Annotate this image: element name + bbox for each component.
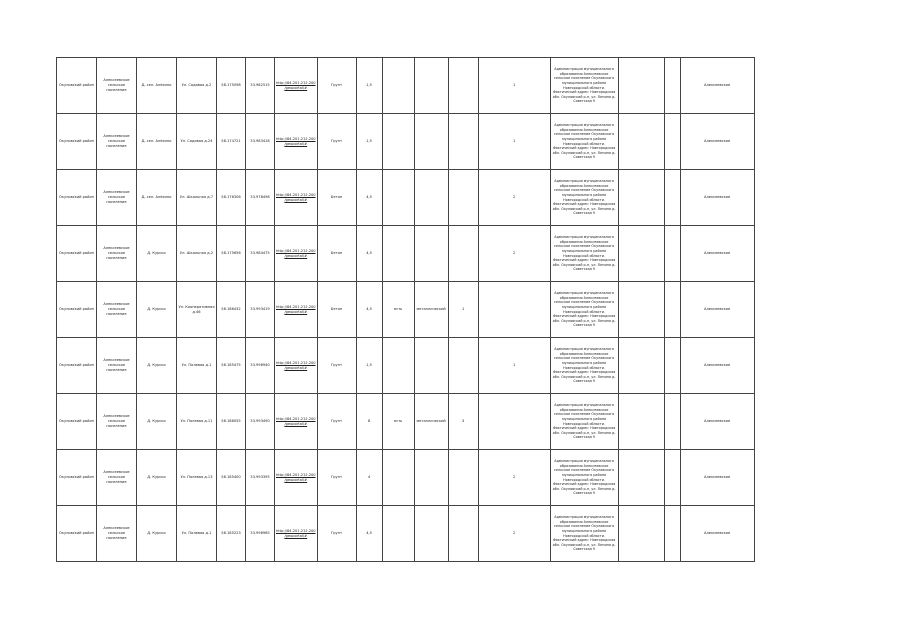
cell-empty-b	[664, 226, 680, 282]
cell-settlement: Алексеевское сельское поселение	[97, 282, 137, 338]
cell-owner: Алексеевское	[680, 338, 754, 394]
map-link[interactable]: http://84.201.212.200 /geoportal/#	[276, 360, 316, 370]
cell-container-type	[414, 226, 448, 282]
cell-container-count: 1	[448, 282, 478, 338]
cell-administration: Администрация муниципального образования Алексеевское сельское поселение Окуловского муниципального района Новгородской области. Фактический адрес: Новгородская обл. Окуловский р-н, ул. Ленина д. Советская 9	[550, 450, 618, 506]
cell-district: Окуловский район	[57, 114, 97, 170]
cell-empty-a	[618, 170, 664, 226]
cell-locality: Д. Курско	[137, 282, 177, 338]
registry-table	[56, 57, 755, 562]
cell-bins: 2	[478, 450, 550, 506]
cell-district: Окуловский район	[57, 282, 97, 338]
cell-map-link[interactable]	[275, 394, 318, 450]
cell-district: Окуловский район	[57, 450, 97, 506]
cell-longitude: 33.978498	[246, 170, 275, 226]
cell-surface: Грунт	[317, 450, 356, 506]
cell-locality: Д. сел. Алёхино	[137, 114, 177, 170]
table-row	[57, 338, 755, 394]
cell-locality: Д. Курско	[137, 338, 177, 394]
cell-settlement: Алексеевское сельское поселение	[97, 394, 137, 450]
cell-area: 4	[356, 450, 382, 506]
cell-settlement: Алексеевское сельское поселение	[97, 338, 137, 394]
cell-empty-a	[618, 58, 664, 114]
cell-empty-b	[664, 450, 680, 506]
cell-empty-b	[664, 506, 680, 562]
cell-area: 4,5	[356, 282, 382, 338]
cell-surface: Грунт	[317, 506, 356, 562]
cell-district: Окуловский район	[57, 170, 97, 226]
cell-empty-a	[618, 282, 664, 338]
cell-cover: есть	[382, 394, 414, 450]
cell-longitude: 33.993395	[246, 450, 275, 506]
cell-address: Ул. Школьная д.2	[177, 226, 217, 282]
cell-owner: Алексеевское	[680, 394, 754, 450]
cell-container-type	[414, 58, 448, 114]
map-link[interactable]: http://84.201.212.200 /geoportal/#	[276, 248, 316, 258]
cell-administration: Администрация муниципального образования Алексеевское сельское поселение Окуловского муниципального района Новгородской области. Фактический адрес: Новгородская обл. Окуловский р-н, ул. Ленина д. Советская 9	[550, 58, 618, 114]
cell-address: Ул. Полевая д.1	[177, 338, 217, 394]
cell-map-link[interactable]	[275, 226, 318, 282]
cell-address: Ул. Кооперативная д.46	[177, 282, 217, 338]
cell-area: 1,5	[356, 58, 382, 114]
cell-area: 4,5	[356, 226, 382, 282]
cell-locality: Д. сел. Алёхино	[137, 58, 177, 114]
cell-surface: Бетон	[317, 170, 356, 226]
cell-address: Ул. Садовая д.24	[177, 114, 217, 170]
cell-empty-a	[618, 450, 664, 506]
cell-area: 1,5	[356, 114, 382, 170]
cell-latitude: 58.176306	[217, 170, 246, 226]
cell-bins: 1	[478, 338, 550, 394]
cell-owner: Алексеевское	[680, 450, 754, 506]
cell-map-link[interactable]	[275, 450, 318, 506]
cell-cover	[382, 226, 414, 282]
cell-container-type	[414, 338, 448, 394]
cell-owner: Алексеевское	[680, 114, 754, 170]
table-row	[57, 170, 755, 226]
cell-longitude: 33.982515	[246, 58, 275, 114]
cell-cover	[382, 58, 414, 114]
cell-bins: 1	[478, 114, 550, 170]
cell-bins: 2	[478, 170, 550, 226]
cell-container-count	[448, 170, 478, 226]
cell-empty-b	[664, 338, 680, 394]
cell-administration: Администрация муниципального образования Алексеевское сельское поселение Окуловского муниципального района Новгородской области. Фактический адрес: Новгородская обл. Окуловский р-н, ул. Ленина д. Советская 9	[550, 394, 618, 450]
cell-administration: Администрация муниципального образования Алексеевское сельское поселение Окуловского муниципального района Новгородской области. Фактический адрес: Новгородская обл. Окуловский р-н, ул. Ленина д. Советская 9	[550, 506, 618, 562]
cell-longitude: 33.993419	[246, 282, 275, 338]
map-link[interactable]: http://84.201.212.200 /geoportal/#	[276, 80, 316, 90]
cell-longitude: 33.983418	[246, 114, 275, 170]
cell-area: 4,5	[356, 506, 382, 562]
map-link[interactable]: http://84.201.212.200 /geoportal/#	[276, 472, 316, 482]
cell-latitude: 58.185400	[217, 450, 246, 506]
cell-latitude: 58.185223	[217, 506, 246, 562]
cell-container-count	[448, 114, 478, 170]
cell-longitude: 33.998965	[246, 506, 275, 562]
cell-map-link[interactable]	[275, 58, 318, 114]
cell-container-count	[448, 58, 478, 114]
cell-owner: Алексеевское	[680, 506, 754, 562]
table-row	[57, 506, 755, 562]
cell-container-type	[414, 114, 448, 170]
cell-empty-b	[664, 114, 680, 170]
cell-container-count	[448, 338, 478, 394]
cell-empty-b	[664, 282, 680, 338]
cell-container-count	[448, 226, 478, 282]
cell-longitude: 33.993490	[246, 394, 275, 450]
cell-latitude: 58.186055	[217, 394, 246, 450]
map-link[interactable]: http://84.201.212.200 /geoportal/#	[276, 192, 316, 202]
cell-container-count: 3	[448, 394, 478, 450]
cell-empty-a	[618, 226, 664, 282]
cell-map-link[interactable]	[275, 114, 318, 170]
cell-administration: Администрация муниципального образования Алексеевское сельское поселение Окуловского муниципального района Новгородской области. Фактический адрес: Новгородская обл. Окуловский р-н, ул. Ленина д. Советская 9	[550, 226, 618, 282]
cell-bins: 2	[478, 226, 550, 282]
cell-latitude: 58.174721	[217, 114, 246, 170]
cell-cover	[382, 114, 414, 170]
map-link[interactable]: http://84.201.212.200 /geoportal/#	[276, 416, 316, 426]
cell-latitude: 58.175098	[217, 58, 246, 114]
cell-latitude: 58.175656	[217, 226, 246, 282]
cell-district: Окуловский район	[57, 506, 97, 562]
cell-cover: есть	[382, 282, 414, 338]
map-link[interactable]: http://84.201.212.200 /geoportal/#	[276, 136, 316, 146]
cell-area: 4,5	[356, 170, 382, 226]
cell-surface: Бетон	[317, 226, 356, 282]
table-row	[57, 114, 755, 170]
cell-latitude: 58.185475	[217, 338, 246, 394]
cell-settlement: Алексеевское сельское поселение	[97, 226, 137, 282]
cell-latitude: 58.186432	[217, 282, 246, 338]
cell-owner: Алексеевское	[680, 226, 754, 282]
cell-address: Ул. Полевая д.13	[177, 450, 217, 506]
cell-address: Ул. Школьная д.7	[177, 170, 217, 226]
cell-empty-b	[664, 58, 680, 114]
cell-locality: Д. сел. Алёхино	[137, 170, 177, 226]
cell-empty-b	[664, 170, 680, 226]
cell-container-count	[448, 506, 478, 562]
cell-district: Окуловский район	[57, 58, 97, 114]
cell-empty-a	[618, 506, 664, 562]
cell-administration: Администрация муниципального образования Алексеевское сельское поселение Окуловского муниципального района Новгородской области. Фактический адрес: Новгородская обл. Окуловский р-н, ул. Ленина д. Советская 9	[550, 170, 618, 226]
cell-surface: Бетон	[317, 282, 356, 338]
cell-surface: Грунт	[317, 394, 356, 450]
cell-surface: Грунт	[317, 338, 356, 394]
cell-owner: Алексеевское	[680, 170, 754, 226]
cell-settlement: Алексеевское сельское поселение	[97, 506, 137, 562]
cell-owner: Алексеевское	[680, 282, 754, 338]
cell-settlement: Алексеевское сельское поселение	[97, 170, 137, 226]
cell-container-count	[448, 450, 478, 506]
cell-cover	[382, 338, 414, 394]
cell-district: Окуловский район	[57, 226, 97, 282]
cell-locality: Д. Курско	[137, 450, 177, 506]
cell-map-link[interactable]	[275, 282, 318, 338]
cell-map-link[interactable]	[275, 338, 318, 394]
cell-longitude: 33.984475	[246, 226, 275, 282]
cell-container-type	[414, 450, 448, 506]
cell-surface: Грунт	[317, 58, 356, 114]
cell-empty-a	[618, 394, 664, 450]
cell-address: Ул. Полевая д.1	[177, 506, 217, 562]
map-link[interactable]: http://84.201.212.200 /geoportal/#	[276, 528, 316, 538]
cell-bins: 2	[478, 506, 550, 562]
cell-empty-b	[664, 394, 680, 450]
cell-map-link[interactable]	[275, 170, 318, 226]
cell-map-link[interactable]	[275, 506, 318, 562]
cell-container-type: металлический	[414, 394, 448, 450]
cell-surface: Грунт	[317, 114, 356, 170]
cell-settlement: Алексеевское сельское поселение	[97, 114, 137, 170]
cell-locality: Д. Курско	[137, 506, 177, 562]
cell-cover	[382, 170, 414, 226]
table-row	[57, 58, 755, 114]
cell-district: Окуловский район	[57, 338, 97, 394]
cell-locality: Д. Курско	[137, 394, 177, 450]
map-link[interactable]: http://84.201.212.200 /geoportal/#	[276, 304, 316, 314]
cell-administration: Администрация муниципального образования Алексеевское сельское поселение Окуловского муниципального района Новгородской области. Фактический адрес: Новгородская обл. Окуловский р-н, ул. Ленина д. Советская 9	[550, 282, 618, 338]
cell-empty-a	[618, 338, 664, 394]
cell-administration: Администрация муниципального образования Алексеевское сельское поселение Окуловского муниципального района Новгородской области. Фактический адрес: Новгородская обл. Окуловский р-н, ул. Ленина д. Советская 9	[550, 338, 618, 394]
table-row	[57, 226, 755, 282]
cell-container-type	[414, 506, 448, 562]
cell-empty-a	[618, 114, 664, 170]
cell-bins	[478, 394, 550, 450]
cell-longitude: 33.998940	[246, 338, 275, 394]
cell-bins: 1	[478, 58, 550, 114]
cell-district: Окуловский район	[57, 394, 97, 450]
cell-settlement: Алексеевское сельское поселение	[97, 58, 137, 114]
cell-cover	[382, 450, 414, 506]
cell-cover	[382, 506, 414, 562]
cell-address: Ул. Садовая д.2	[177, 58, 217, 114]
cell-owner: Алексеевское	[680, 58, 754, 114]
cell-container-type	[414, 170, 448, 226]
cell-settlement: Алексеевское сельское поселение	[97, 450, 137, 506]
table-row	[57, 394, 755, 450]
cell-locality: Д. Курско	[137, 226, 177, 282]
cell-address: Ул. Полевая д.11	[177, 394, 217, 450]
cell-bins	[478, 282, 550, 338]
cell-area: 1,5	[356, 338, 382, 394]
cell-container-type: металлический	[414, 282, 448, 338]
table-row	[57, 450, 755, 506]
cell-administration: Администрация муниципального образования Алексеевское сельское поселение Окуловского муниципального района Новгородской области. Фактический адрес: Новгородская обл. Окуловский р-н, ул. Ленина д. Советская 9	[550, 114, 618, 170]
cell-area: 8	[356, 394, 382, 450]
table-row	[57, 282, 755, 338]
